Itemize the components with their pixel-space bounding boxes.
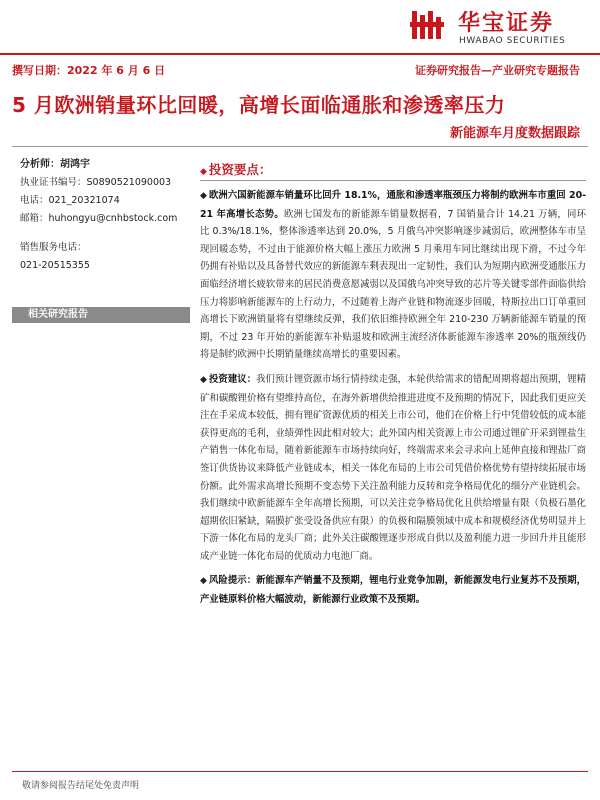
report-date: 撰写日期：2022 年 6 月 6 日 [12, 64, 166, 77]
risk-warning-text: 新能源车产销量不及预期，锂电行业竞争加剧，新能源发电行业复苏不及预期，产业链原料价格大幅波动，新能源行业政策不及预期。 [200, 575, 586, 606]
paragraph-ev-sales-text: 欧洲七国发布的新能源车销量数据看，7 国销量合计 14.21 万辆，同环比 0.3%/18.1%，整体渗透率达到 20.0%，5 月俄乌冲突影响逐步减弱后，欧洲整体车市呈现回暖态势，不过由于能源价格大幅上涨压力欧洲 5 月乘用车同比继续出现下滑，不过今年仍拥有补贴以及具备替代效应的新能源车剩表现出一定韧性，我们认为短期内欧洲受通胀压力面临经济增长疲软带来的居民消费意愿减弱以及国俄乌冲突导致的芯片等关键零部件面临供给压力将影响新能源车的上行动力，不过随着上海产业链和物流逐步回暖，特斯拉出口订单重回高增长下欧洲销量将有望继续反弹，我们依旧维持欧洲全年 210-230 万辆新能源车销量的预期，不过 23 年开始的新能源车补贴退坡和欧洲主流经济体新能源车渗透率 20%的瓶颈线仍将是制约欧洲中长期销量继续高增长的重要因素。 [200, 208, 587, 361]
paragraph-risk-warning [200, 572, 586, 608]
footer-disclaimer: 敬请参阅报告结尾处免责声明 [22, 781, 140, 791]
license-number: 执业证书编号：S0890521090003 [20, 177, 172, 188]
diamond-bullet-icon: ◆ [200, 191, 207, 201]
footer-divider [12, 771, 588, 772]
key-points-divider [200, 180, 586, 181]
investment-advice-text: 我们预计锂资源市场行情持续走强，本轮供给需求的错配周期将超出预期，锂精矿和碳酸锂价格有望维持高位，在海外新增供给推进进度不及预期的情况下，因此我们更应关注在手采成本较低，拥有锂矿资源优质的相关上市公司，他们在价格上行中凭借较低的成本能获得更高的毛利，业绩弹性因此相对较大；此外国内相关资源上市公司通过锂矿开采到锂盐生产销售一体化布局，随着新能源车市场持续向好，终端需求来会寻求向上延伸直接和锂盐厂商签订供货协议来降低产业链成本，相关一体化布局的上市公司凭借价格优势有望持续拓展市场份额。此外需求高增长预期不变态势下关注盈利能力反转和竞争格局优化的细分产业链机会。我们继续中欧新能源车全年高增长预期，可以关注竞争格局优化且供给增量有限（负极石墨化超期依旧紧缺，隔膜扩张受设备供应有限）的负极和隔膜领域中成本和规模经济优势明显并上下游一体化布局的龙头厂商；此外关注碳酸锂逐步形成自供以及盈利能力进一步回升并且能形成产业链一体化布局的优质动力电池厂商。 [200, 373, 586, 562]
sales-phone-label: 销售服务电话： [20, 242, 87, 253]
analyst-info [20, 156, 190, 275]
paragraph-ev-sales-bold: 欧洲六国新能源车销量环比回升 18.1%，通胀和渗透率瓶颈压力将制约欧洲车市重回 20-21 年高增长态势。 [200, 190, 586, 220]
page-subtitle: 新能源车月度数据跟踪 [449, 126, 580, 141]
key-points-header: ◆ 投资要点： [200, 162, 272, 177]
diamond-bullet-icon: ◆ [200, 167, 207, 177]
sales-phone: 021-20515355 [20, 260, 90, 271]
page-title: 5 月欧洲销量环比回暖，高增长面临通胀和渗透率压力 [12, 93, 506, 117]
paragraph-investment-advice [200, 371, 586, 566]
diamond-bullet-icon: ◆ [200, 576, 207, 587]
key-points-section [200, 160, 586, 616]
analyst-phone: 电话：021_20321074 [20, 195, 120, 206]
brand-name-en: HWABAO SECURITIES [459, 36, 566, 46]
diamond-bullet-icon: ◆ [200, 374, 207, 385]
analyst-name: 分析师：胡鸿宇 [20, 159, 90, 170]
brand-logo [402, 5, 592, 55]
brand-logo-icon [410, 9, 444, 41]
header-divider [0, 53, 600, 55]
investment-advice-label: 投资建议： [208, 373, 257, 385]
brand-name-cn: 华宝证券 [458, 11, 555, 36]
report-type: 证券研究报告—产业研究专题报告 [415, 64, 580, 77]
title-divider [12, 146, 588, 147]
risk-warning-label: 风险提示： [208, 575, 257, 587]
paragraph-ev-sales [200, 187, 586, 364]
related-reports-header: 相关研究报告 [12, 307, 190, 323]
analyst-email: 邮箱：huhongyu@cnhbstock.com [20, 213, 178, 224]
